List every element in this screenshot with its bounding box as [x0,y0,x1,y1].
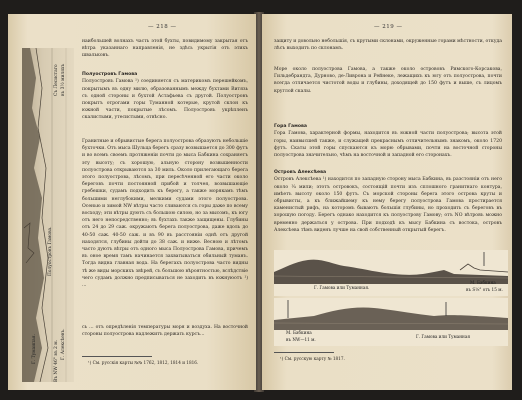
coastal-view-panel-1 [274,250,508,296]
page-number-right: — 219 — [374,24,403,30]
coastal-view-illustration-1 [274,250,508,284]
side-label-bottom-b: Г. Алексѣевъ. [61,328,66,360]
paragraph-1: наибольшей волнахъ часть этой бухты, повидимому закрытая отъ вѣтра указаннаго направленія, не здѣсь укрытія отъ этихъ швальковъ. [82,39,248,59]
side-label-mid: Полуостровъ Гамова. [48,226,53,276]
panel2-caption-right: Г. Гамова или Туманная [416,334,470,339]
paragraph-4: сь ... отъ опредѣленія температуры моря и воздуха. На восточной стороны полуострова надлежитъ держать курсъ... [82,325,248,338]
right-paragraph-3 [274,116,502,162]
paragraph-2-body: Полуостровъ Гамова ¹) соединяется съ материкомъ перешейкомъ, покрытымъ въ одну милю, образованнымъ между бухтами Витязь съ одной стороны и бухтой Астафьева съ другой. Полуостровъ покрытъ отрогами горы Туманной котерые, крутой склон къ южной части, покрытые лѣсомъ. Полуостровъ укрѣпленъ скалистыми, утесистыми, отвѣсно. [82,79,248,121]
footnote-right: ¹) См. русскую карту № 1817. [280,356,345,361]
paragraph-3: Гранитные и обрывистые берега полуострова образуютъ небольшіе бухточки. Отъ мыса Шульца берегъ сразу возвышается до 300 футъ и во всемъ своемъ протяженіи почти до мыса Бабкина сохраняетъ эту высоту; съ хорошую, альную сторону возвышенности полуострова открываются за 30 миль. Около прилегающаго берега этого полуострова, лѣсомъ, при пересѣченной его части около береговъ почти постоянной прибой и толчея, возвышающіе гребешки, судамъ подходить къ берегу, а также морякамъ тѣмъ большими неглубокими, мелкими судами этого полуострова. Осенью и зимой NW вѣтры часто сливаются съ горы даже по всему восходу; эти вѣтры дуютъ съ большою силою, но за мысомъ, къ югу отъ него непосредственно; въ бухтахъ также защищены. Глубины отъ 24 до 29 саж. окружаютъ берега полуострова, даже вдоль до 40-50 саж. 40-50 саж. и въ 90 въ расстояніи однѣ отъ другой находятся, глубины дойти до 38 саж. и ниже. Весною и лѣтомъ часто дуютъ вѣтры отъ одного мыса Полуострова Гамова, причемъ въ оное время тамъ начинается захватываться обильный туманъ. Тогда видна главная вода. На берегахъ полуострова часто видны тѣ же виды морскихъ звѣрей, съ большою вѣроятностью, вслѣдствіе чего судамъ должно предписываться не заходить въ южнуюотъ ¹) ... [82,139,248,289]
coastal-view-panel-2 [274,298,508,346]
right-paragraph-4-body: Островъ Алексѣева ¹) находится по западную сторону мыса Бабкина, въ разстояніи отъ него около ¼ мили; этотъ островокъ, состоящій почти изъ сплошного гранитнаго контура, имѣетъ высоту около 150 футъ. Съ морской стороны берега этого острова круты и обрывисты, а къ ближайшему къ нему берегу полуострова Гамова простирается каменистый рифъ, на которомъ бываютъ большія глубины, но проходить съ береговъ въ хорошую погоду. Берегъ однако находится къ полуострову Гамову; отъ NO вѣтровъ можно временно держаться у острова. При подходѣ къ мысу Бабкина съ востока, островъ Алексѣева тѣмъ виденъ лучше на свой собственный открытый берегъ. [274,177,502,233]
right-page [262,14,512,390]
heading-term-gamov-peninsula: Полуостровъ Гамова [82,72,138,78]
panel1-caption-left: Г. Гамова или Туманная. [314,285,370,290]
heading-term-ostrov-alekseeva: Островъ Алексѣева [274,170,327,176]
side-label-top-b: въ 3½ миляхъ [61,63,66,96]
coastline-panorama-image [22,48,74,382]
side-label-top-a: Съ Лесистаго [54,64,59,96]
footnote-rule-right [274,352,334,353]
right-paragraph-3-body: Гора Гамова, характерной формы, находится въ южной части полуострова; высота этой горы, наивысшей также, и служащей прекраснымъ отличительнымъ знакомъ, около 1720 футъ. Скаты этой горы спускаются къ морю обрывами, почти на восточной стороны полуострова значительно, чѣмъ на восточной и западной его сторонахъ. [274,131,502,159]
panel2-caption-left-a: М. Бабкина [286,330,312,335]
side-label-bottom: Г. Тумаипая. [32,334,37,364]
panel2-caption-left-b: въ NW—11 м. [286,337,316,342]
panel1-caption-right-b: въ S⅛° отъ 15 м. [466,287,503,292]
footnote-rule-left [82,356,152,357]
footnote-left: ¹) См. русскія карты №№ 1762, 1812, 1814 и 1816. [88,360,199,365]
paragraph-2 [82,64,248,136]
coastal-view-illustration-2 [274,298,508,330]
coastline-panorama-strip [22,48,74,382]
side-label-bottom-a: Въ NW 46° въ 2 м. [54,339,59,382]
panel1-caption-right-a: М. Бабкина [470,280,496,285]
heading-term-gora-gamova: Гора Гамова [274,124,308,130]
left-page [8,14,256,390]
right-paragraph-1: защиту и довольно небольшія, съ крутыми склонами, окруженные горами мѣстности, откуда лѣсъ выходитъ по склонамъ. [274,39,502,52]
right-paragraph-4 [274,162,502,250]
right-paragraph-2: Море около полуострова Гамова, а также около острововъ Римского-Корсакова, Гильдебрандта, Дурново, де-Ливрона и Рейнеке, лежащихъ къ югу отъ полуострова, почти всегда отличается чистотой воды и глубины, доходящей до 150 футъ и выше, съ лицомъ круглой скалы. [274,67,502,94]
page-number-left: — 218 — [148,24,177,30]
